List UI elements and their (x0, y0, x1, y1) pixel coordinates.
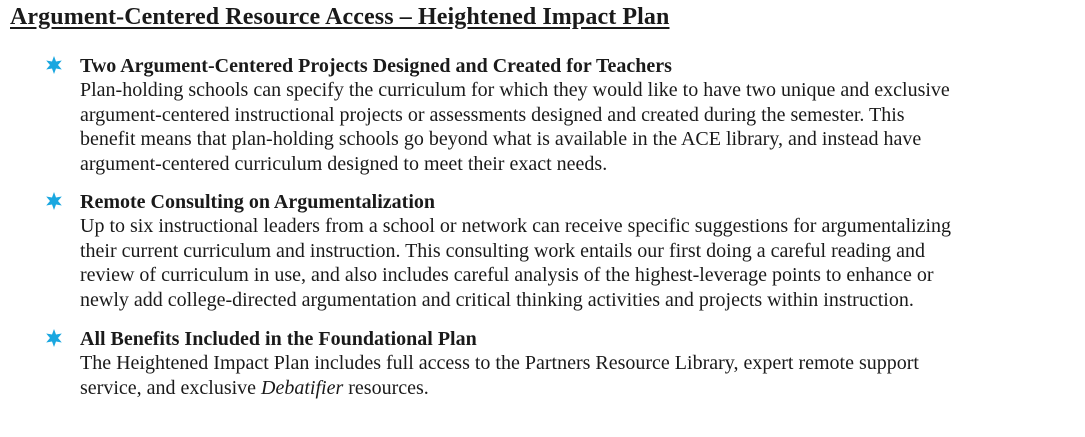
page-title: Argument-Centered Resource Access – Heightened Impact Plan (10, 4, 670, 30)
benefits-list (0, 54, 1085, 400)
description-line: Plan-holding schools can specify the curriculum for which they would like to have two unique and exclusive (80, 79, 950, 101)
product-name-debatifier: Debatifier (261, 376, 344, 399)
description-line-last (80, 376, 1080, 401)
list-item (0, 327, 1085, 400)
description-line: review of curriculum in use, and also includes careful analysis of the highest-leverage points to enhance or (80, 264, 934, 287)
six-point-star-icon (44, 55, 64, 75)
item-description (80, 214, 1080, 312)
description-line: Up to six instructional leaders from a school or network can receive specific suggestions for argumentalizing (80, 215, 952, 237)
item-heading: Two Argument-Centered Projects Designed and Created for Teachers (80, 55, 672, 77)
list-item (0, 190, 1085, 327)
description-line: argument-centered curriculum designed to meet their exact needs. (80, 152, 608, 175)
description-line: The Heightened Impact Plan includes full access to the Partners Resource Library, expert remote support (80, 352, 919, 374)
item-description (80, 351, 1080, 400)
item-description (80, 78, 1080, 176)
text-suffix: resources. (343, 376, 429, 399)
text-prefix: service, and exclusive (80, 376, 262, 399)
list-item (0, 54, 1085, 190)
description-line: newly add college-directed argumentation and critical thinking activities and projects within instruction. (80, 288, 914, 311)
description-line: their current curriculum and instruction. This consulting work entails our first doing a careful reading and (80, 239, 925, 262)
description-line: benefit means that plan-holding schools go beyond what is available in the ACE library, and instead have (80, 128, 922, 151)
description-line: argument-centered instructional projects or assessments designed and created during the semester. This (80, 103, 905, 126)
item-heading: All Benefits Included in the Foundational Plan (80, 328, 477, 350)
six-point-star-icon (44, 328, 64, 348)
item-heading: Remote Consulting on Argumentalization (80, 191, 435, 213)
six-point-star-icon (44, 191, 64, 211)
